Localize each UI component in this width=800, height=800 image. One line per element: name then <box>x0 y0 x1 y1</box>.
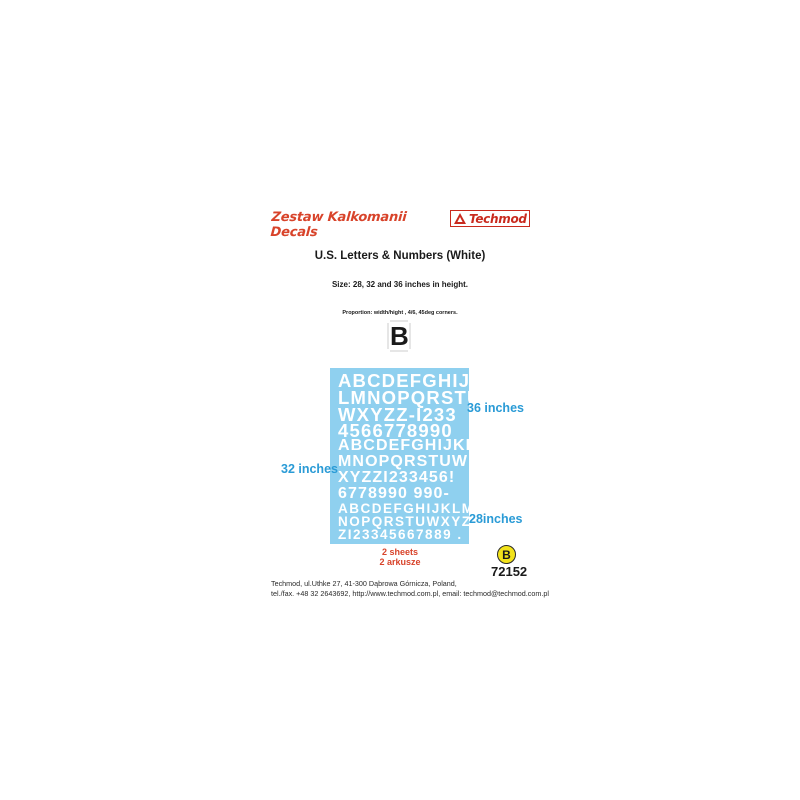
footer-contacts: tel./fax. +48 32 2643692, http://www.techmod.com.pl, email: techmod@techmod.com.pl <box>271 589 549 598</box>
decal-sheet <box>330 368 485 544</box>
proportion-note: Proportion: width/hight , 4/6, 45deg corners. <box>342 310 458 316</box>
brand-title <box>270 210 407 240</box>
brand-title-line1: Zestaw Kalkomanii <box>271 210 408 225</box>
techmod-logo <box>450 210 530 227</box>
footer-address: Techmod, ul.Uthke 27, 41-300 Dąbrowa Górnicza, Poland, <box>271 579 457 588</box>
sheet-count-en: 2 sheets <box>381 547 419 557</box>
row-28-3: ZI23345667889 . <box>338 527 463 542</box>
size-description: Size: 28, 32 and 36 inches in height. <box>331 280 469 289</box>
brand-title-line2: Decals <box>269 225 319 240</box>
row-28-2: NOPQRSTUWXYZ <box>338 514 472 529</box>
product-code: 72152 <box>491 564 528 579</box>
row-32-1: ABCDEFGHIJKL <box>338 437 477 454</box>
variant-badge: B <box>497 545 516 564</box>
label-28-inches: 28inches <box>469 512 523 526</box>
sheet-count-pl: 2 arkusze <box>379 557 421 567</box>
row-32-2: MNOPQRSTUW; <box>338 453 475 470</box>
row-36-4: 4566778990 <box>338 420 453 441</box>
row-36-2: LMNOPQRSTU <box>338 387 482 408</box>
logo-text: Techmod <box>469 211 527 226</box>
product-title: U.S. Letters & Numbers (White) <box>314 250 486 262</box>
row-32-3: XYZZI233456! <box>338 469 456 486</box>
label-32-inches: 32 inches <box>281 462 338 476</box>
logo-triangle-icon <box>453 212 467 226</box>
label-36-inches: 36 inches <box>467 401 524 415</box>
sheet-count <box>355 547 445 567</box>
sample-letter-diagram <box>386 320 412 352</box>
row-28-1: ABCDEFGHIJKLM <box>338 501 475 516</box>
row-32-4: 6778990 990- <box>338 485 450 502</box>
footer-contact <box>271 579 549 599</box>
row-36-3: WXYZZ-I233 <box>338 404 457 425</box>
sample-letter: B <box>390 321 409 351</box>
row-36-1: ABCDEFGHIJK <box>338 370 485 391</box>
